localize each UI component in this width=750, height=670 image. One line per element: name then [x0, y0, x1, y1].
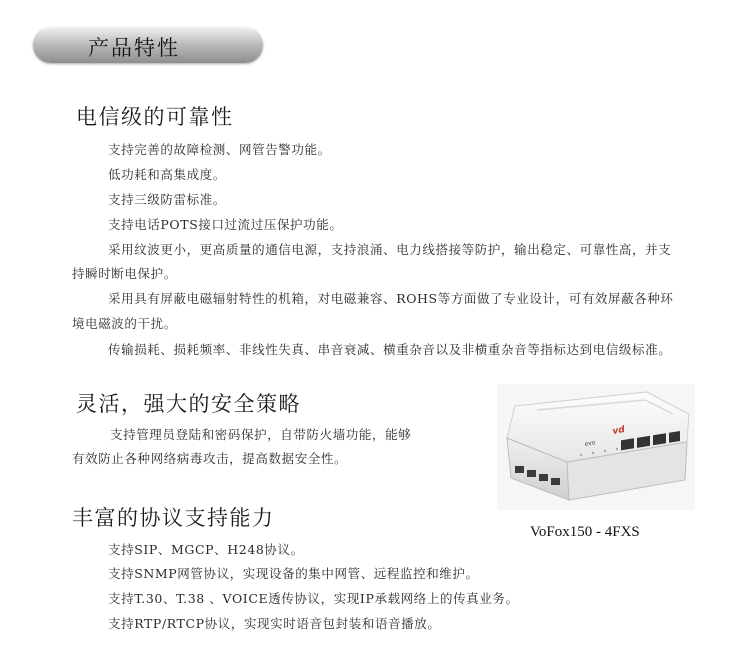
- feature-line: 持瞬时断电保护。: [72, 266, 177, 281]
- feature-line: 支持T.30、T.38 、VOICE透传协议，实现IP承载网络上的传真业务。: [108, 591, 519, 606]
- section-heading-security: 灵活，强大的安全策略: [76, 392, 301, 416]
- feature-line: 境电磁波的干扰。: [72, 316, 177, 331]
- feature-line: 支持完善的故障检测、网管告警功能。: [108, 142, 331, 157]
- device-label: evo: [584, 439, 597, 448]
- product-photo: [497, 384, 695, 510]
- feature-line: 支持SIP、MGCP、H248协议。: [108, 542, 304, 557]
- feature-line: 支持管理员登陆和密码保护，自带防火墙功能，能够: [110, 427, 412, 442]
- feature-line: 采用纹波更小，更高质量的通信电源，支持浪涌、电力线搭接等防护，输出稳定、可靠性高，并支: [108, 242, 672, 257]
- section-heading-reliability: 电信级的可靠性: [76, 105, 234, 129]
- feature-line: 传输损耗、损耗频率、非线性失真、串音衰减、横重杂音以及非横重杂音等指标达到电信级标准。: [108, 342, 672, 357]
- product-caption: VoFox150 - 4FXS: [530, 524, 640, 540]
- svg-text:vd: vd: [611, 424, 626, 437]
- feature-line: 支持三级防雷标准。: [108, 192, 226, 207]
- feature-line: 低功耗和高集成度。: [108, 167, 226, 182]
- router-device-icon: [497, 384, 695, 510]
- feature-line: 支持RTP/RTCP协议，实现实时语音包封装和语音播放。: [108, 616, 441, 631]
- feature-line: 支持SNMP网管协议，实现设备的集中网管、远程监控和维护。: [108, 566, 479, 581]
- banner-title: 产品特性: [88, 36, 180, 60]
- feature-line: 采用具有屏蔽电磁辐射特性的机箱，对电磁兼容、ROHS等方面做了专业设计，可有效屏蔽各种环: [108, 291, 674, 306]
- section-heading-protocols: 丰富的协议支持能力: [72, 506, 275, 530]
- feature-line: 有效防止各种网络病毒攻击，提高数据安全性。: [72, 451, 348, 466]
- feature-line: 支持电话POTS接口过流过压保护功能。: [108, 217, 343, 232]
